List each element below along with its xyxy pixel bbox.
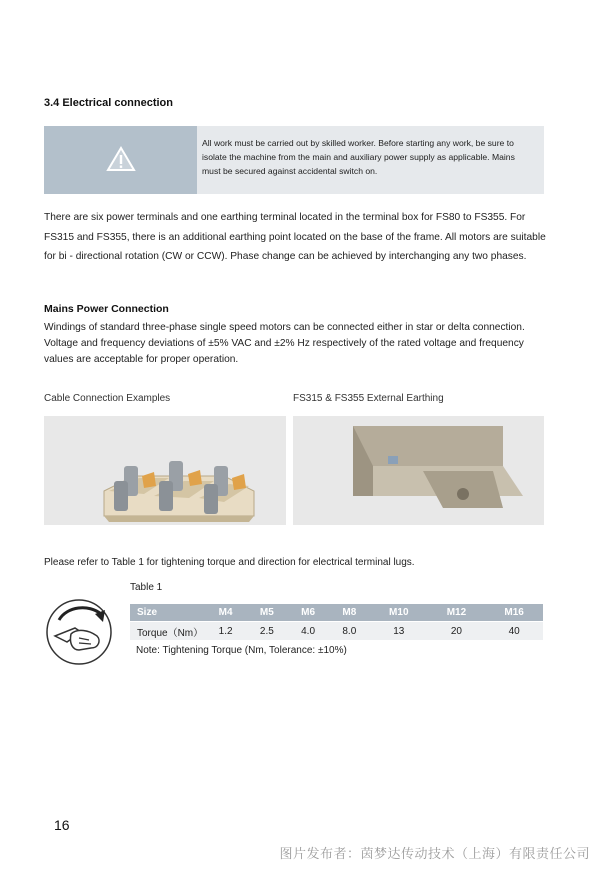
terminal-block-illustration	[44, 416, 286, 525]
motor-base-illustration	[293, 416, 544, 525]
header-m4: M4	[205, 604, 246, 622]
warning-text: All work must be carried out by skilled worker. Before starting any work, be sure to isolate the machine from the main and auxiliary power supply as applicable. Mains must be secured against accidental switch on.	[202, 138, 515, 176]
torque-m6: 4.0	[287, 622, 328, 641]
torque-m16: 40	[485, 622, 543, 641]
header-size: Size	[130, 604, 205, 622]
tightening-direction-icon	[45, 598, 113, 671]
mains-title: Mains Power Connection	[44, 303, 169, 315]
warning-triangle-icon	[106, 146, 136, 172]
warning-box	[44, 126, 544, 194]
torque-m4: 1.2	[205, 622, 246, 641]
table-note: Note: Tightening Torque (Nm, Tolerance: ±10%)	[136, 645, 347, 656]
header-m10: M10	[370, 604, 428, 622]
intro-paragraph: There are six power terminals and one earthing terminal located in the terminal box for FS80 to FS355. For FS315 and FS355, there is an additional earthing point located on the base of the frame. All motors are suitable for bi - directional rotation (CW or CCW). Phase change can be achieved by interchanging any two phases.	[44, 212, 546, 262]
table-label: Table 1	[130, 582, 163, 593]
table-row	[130, 622, 543, 641]
torque-row-label: Torque（Nm）	[130, 622, 205, 641]
section-title: 3.4 Electrical connection	[44, 97, 173, 109]
header-m12: M12	[428, 604, 486, 622]
mains-paragraph: Windings of standard three-phase single speed motors can be connected either in star or delta connection. Voltage and frequency deviations of ±5% VAC and ±2% Hz respectively of the rated voltage and frequency values are acceptable for proper operation.	[44, 322, 525, 365]
torque-m10: 13	[370, 622, 428, 641]
header-m16: M16	[485, 604, 543, 622]
refer-text: Please refer to Table 1 for tightening torque and direction for electrical terminal lugs.	[44, 557, 415, 568]
warning-icon-cell	[44, 126, 197, 194]
earthing-image	[293, 416, 544, 525]
torque-table	[130, 604, 543, 640]
right-image-caption: FS315 & FS355 External Earthing	[293, 393, 444, 404]
footer-publisher: 图片发布者：茵梦达传动技术（上海）有限责任公司	[279, 846, 590, 861]
left-image-caption: Cable Connection Examples	[44, 393, 171, 404]
header-m5: M5	[246, 604, 287, 622]
torque-m12: 20	[428, 622, 486, 641]
header-m8: M8	[329, 604, 370, 622]
torque-m8: 8.0	[329, 622, 370, 641]
torque-m5: 2.5	[246, 622, 287, 641]
terminal-block-image	[44, 416, 286, 525]
table-header-row	[130, 604, 543, 622]
header-m6: M6	[287, 604, 328, 622]
page-number: 16	[54, 817, 70, 833]
